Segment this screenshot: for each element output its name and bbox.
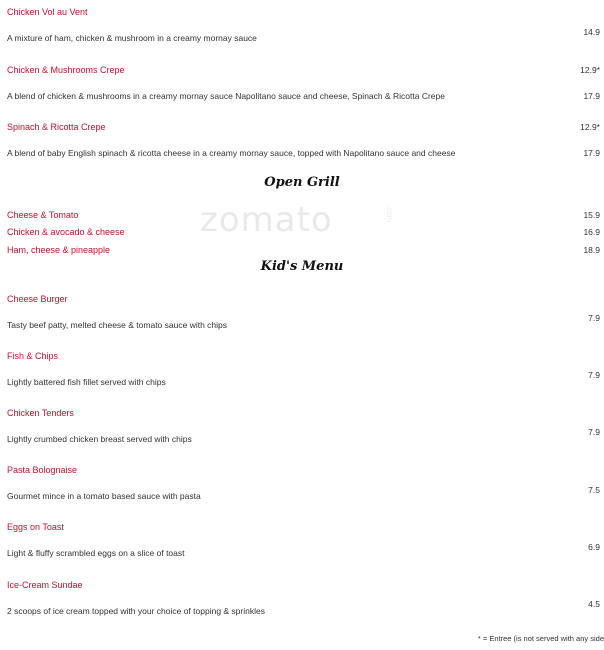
menu-item-price: 17.9 bbox=[583, 91, 600, 101]
watermark-domain: .com bbox=[385, 205, 394, 223]
menu-item-description: A blend of baby English spinach & ricotta cheese in a creamy mornay sauce, topped with Napolitano sauce and cheese bbox=[7, 148, 456, 158]
section-heading-kids-menu: Kid's Menu bbox=[260, 259, 344, 274]
menu-item-price: 17.9 bbox=[583, 148, 600, 158]
menu-item-name: Eggs on Toast bbox=[7, 522, 64, 532]
menu-item-name: Chicken & avocado & cheese bbox=[7, 227, 125, 237]
menu-item-price: 6.9 bbox=[588, 542, 600, 552]
menu-item-description: Tasty beef patty, melted cheese & tomato sauce with chips bbox=[7, 320, 228, 330]
menu-item-price: 14.9 bbox=[583, 27, 600, 37]
menu-item-description: A blend of chicken & mushrooms in a creamy mornay sauce Napolitano sauce and cheese, Spinach & Ricotta Crepe bbox=[7, 91, 445, 101]
menu-item-description: 2 scoops of ice cream topped with your choice of topping & sprinkles bbox=[7, 606, 265, 616]
menu-item-name: Cheese Burger bbox=[7, 294, 68, 304]
menu-item-name: Chicken Vol au Vent bbox=[7, 7, 88, 17]
menu-item-name: Ham, cheese & pineapple bbox=[7, 245, 111, 255]
menu-item-name: Chicken Tenders bbox=[7, 408, 74, 418]
menu-item-price: 18.9 bbox=[583, 245, 600, 255]
menu-item-name: Chicken & Mushrooms Crepe bbox=[7, 65, 125, 75]
menu-item-price: 4.5 bbox=[588, 599, 600, 609]
menu-item-price: 7.9 bbox=[588, 427, 600, 437]
menu-item-price: 7.9 bbox=[588, 370, 600, 380]
menu-item-description: Lightly battered fish fillet served with chips bbox=[7, 377, 166, 387]
menu-item-name: Ice-Cream Sundae bbox=[7, 580, 83, 590]
menu-item-description: Light & fluffy scrambled eggs on a slice of toast bbox=[7, 548, 185, 558]
menu-item-description: A mixture of ham, chicken & mushroom in a creamy mornay sauce bbox=[7, 33, 257, 43]
menu-item-price: 16.9 bbox=[583, 227, 600, 237]
menu-item-price: 15.9 bbox=[583, 210, 600, 220]
menu-item-description: Lightly crumbed chicken breast served with chips bbox=[7, 434, 192, 444]
menu-item-price: 7.5 bbox=[588, 485, 600, 495]
menu-item-price: 7.9 bbox=[588, 313, 600, 323]
menu-item-name: Fish & Chips bbox=[7, 351, 59, 361]
entree-footnote: * = Entree (is not served with any side bbox=[477, 634, 604, 643]
watermark-logo: zomato bbox=[200, 200, 333, 240]
section-heading-open-grill: Open Grill bbox=[264, 175, 340, 190]
menu-item-name: Cheese & Tomato bbox=[7, 210, 79, 220]
menu-item-name: Spinach & Ricotta Crepe bbox=[7, 122, 106, 132]
menu-item-description: Gourmet mince in a tomato based sauce with pasta bbox=[7, 491, 201, 501]
menu-item-name: Pasta Bolognaise bbox=[7, 465, 78, 475]
menu-item-entree-price: 12.9* bbox=[580, 65, 600, 75]
menu-item-entree-price: 12.9* bbox=[580, 122, 600, 132]
